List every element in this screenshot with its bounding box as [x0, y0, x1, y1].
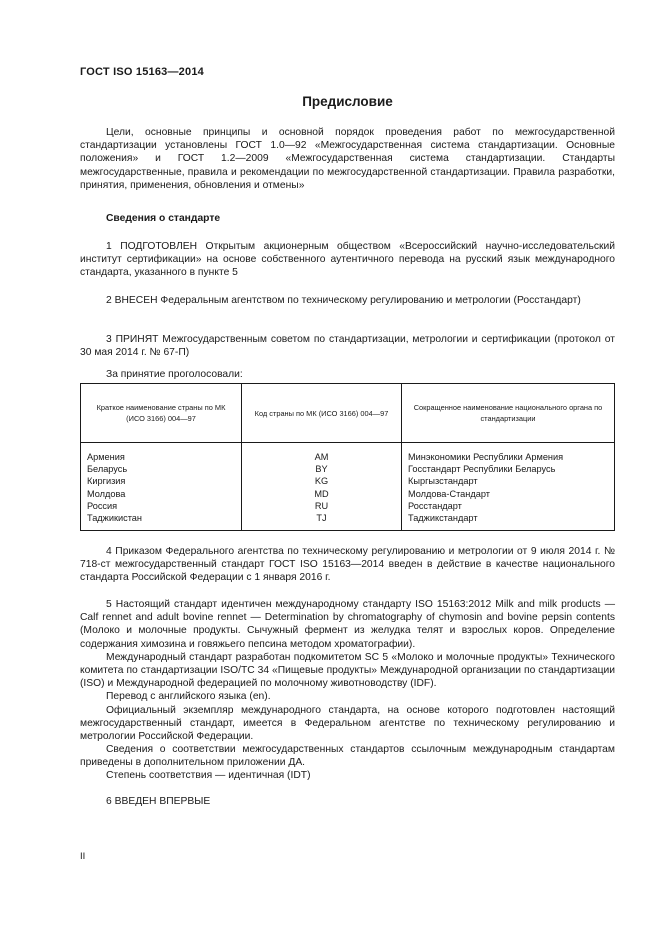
- country-code: KG: [314, 476, 329, 487]
- country-code: RU: [314, 500, 329, 511]
- country-column: [81, 443, 242, 531]
- item-5-official-copy-paragraph: Официальный экземпляр международного стандарта, на основе которого подготовлен настоящий межгосударственный стандарт, имеется в Федеральном агентстве по техническому регулированию и метрологии Российской Федерации.: [80, 705, 615, 743]
- country-name: Киргизия: [87, 476, 126, 487]
- country-name: Армения: [87, 452, 125, 462]
- country-code: BY: [315, 464, 328, 475]
- table-row: [81, 443, 615, 531]
- item-5-development-paragraph: Международный стандарт разработан подкомитетом SC 5 «Молоко и молочные продукты» Технического комитета по стандартизации ISO/TC 34 «Пищевые продукты» Международной организации по стандартизации (ISO) и Международной федерацией по молочному животноводству (IDF).: [80, 652, 615, 690]
- standards-body: Госстандарт Республики Беларусь: [408, 464, 556, 475]
- item-6-paragraph: 6 ВВЕДЕН ВПЕРВЫЕ: [106, 796, 211, 807]
- section-heading: Сведения о стандарте: [106, 213, 221, 224]
- table-header-row: [81, 384, 615, 443]
- country-code: MD: [314, 488, 329, 499]
- item-5-conformity-paragraph: Степень соответствия — идентичная (IDT): [106, 770, 311, 781]
- country-name: Молдова: [87, 488, 126, 499]
- item-5-paragraph: 5 Настоящий стандарт идентичен международному стандарту ISO 15163:2012 Milk and milk products — Calf rennet and adult bovine rennet — Determination by chromatography of chymosin and bovine pepsin contents (Молоко и молочные продукты. Сычужный фермент из желудка телят и взрослых коров. Определение содержания химозина и говяжьего пепсина методом хроматографии).: [80, 599, 615, 650]
- code-column: [242, 443, 402, 531]
- intro-paragraph: Цели, основные принципы и основной порядок проведения работ по межгосударственной стандартизации установлены ГОСТ 1.0—92 «Межгосударственная система стандартизации. Основные положения» и ГОСТ 1.2—2009 «Межгосударственная система стандартизации. Стандарты межгосударственные, правила и рекомендации по межгосударственной стандартизации. Правила разработки, принятия, применения, обновления и отмены»: [80, 127, 615, 191]
- item-4-paragraph: 4 Приказом Федерального агентства по техническому регулированию и метрологии от 9 июля 2014 г. № 718-ст межгосударственный стандарт ГОСТ ISO 15163—2014 введен в действие в качестве национального стандарта Российской Федерации с 1 января 2016 г.: [80, 546, 615, 584]
- item-1-paragraph: 1 ПОДГОТОВЛЕН Открытым акционерным обществом «Всероссийский научно-исследовательский институт сертификации» на основе собственного аутентичного перевода на русский язык международного стандарта, указанного в пункте 5: [80, 241, 615, 279]
- country-code: TJ: [316, 513, 327, 524]
- column-header-body: Сокращенное наименование национального органа по стандартизации: [402, 384, 615, 443]
- standards-body: Росстандарт: [408, 500, 462, 511]
- item-2-paragraph: 2 ВНЕСЕН Федеральным агентством по техническому регулированию и метрологии (Росстандарт): [106, 295, 581, 306]
- country-name: Россия: [87, 500, 118, 511]
- standards-body: Минэкономики Республики Армения: [408, 452, 564, 462]
- voted-label: За принятие проголосовали:: [106, 369, 243, 380]
- item-3-paragraph: 3 ПРИНЯТ Межгосударственным советом по стандартизации, метрологии и сертификации (протокол от 30 мая 2014 г. № 67-П): [80, 334, 615, 359]
- country-name: Таджикистан: [87, 513, 142, 524]
- standards-body: Таджикстандарт: [408, 513, 478, 524]
- page-number: II: [80, 851, 86, 862]
- body-column: [402, 443, 615, 531]
- standards-body: Молдова-Стандарт: [408, 488, 490, 499]
- item-5-references-paragraph: Сведения о соответствии межгосударственных стандартов ссылочным международным стандартам приведены в дополнительном приложении ДА.: [80, 744, 615, 769]
- country-name: Беларусь: [87, 464, 128, 475]
- country-code: AM: [314, 452, 329, 462]
- voting-table: [80, 383, 615, 531]
- page-title: Предисловие: [302, 94, 393, 109]
- column-header-code: Код страны по МК (ИСО 3166) 004—97: [242, 384, 402, 443]
- column-header-country: Краткое наименование страны по МК (ИСО 3166) 004—97: [81, 384, 242, 443]
- item-5-translation-paragraph: Перевод с английского языка (en).: [106, 691, 271, 702]
- document-code-header: ГОСТ ISO 15163—2014: [80, 66, 204, 78]
- standards-body: Кыргызстандарт: [408, 476, 478, 487]
